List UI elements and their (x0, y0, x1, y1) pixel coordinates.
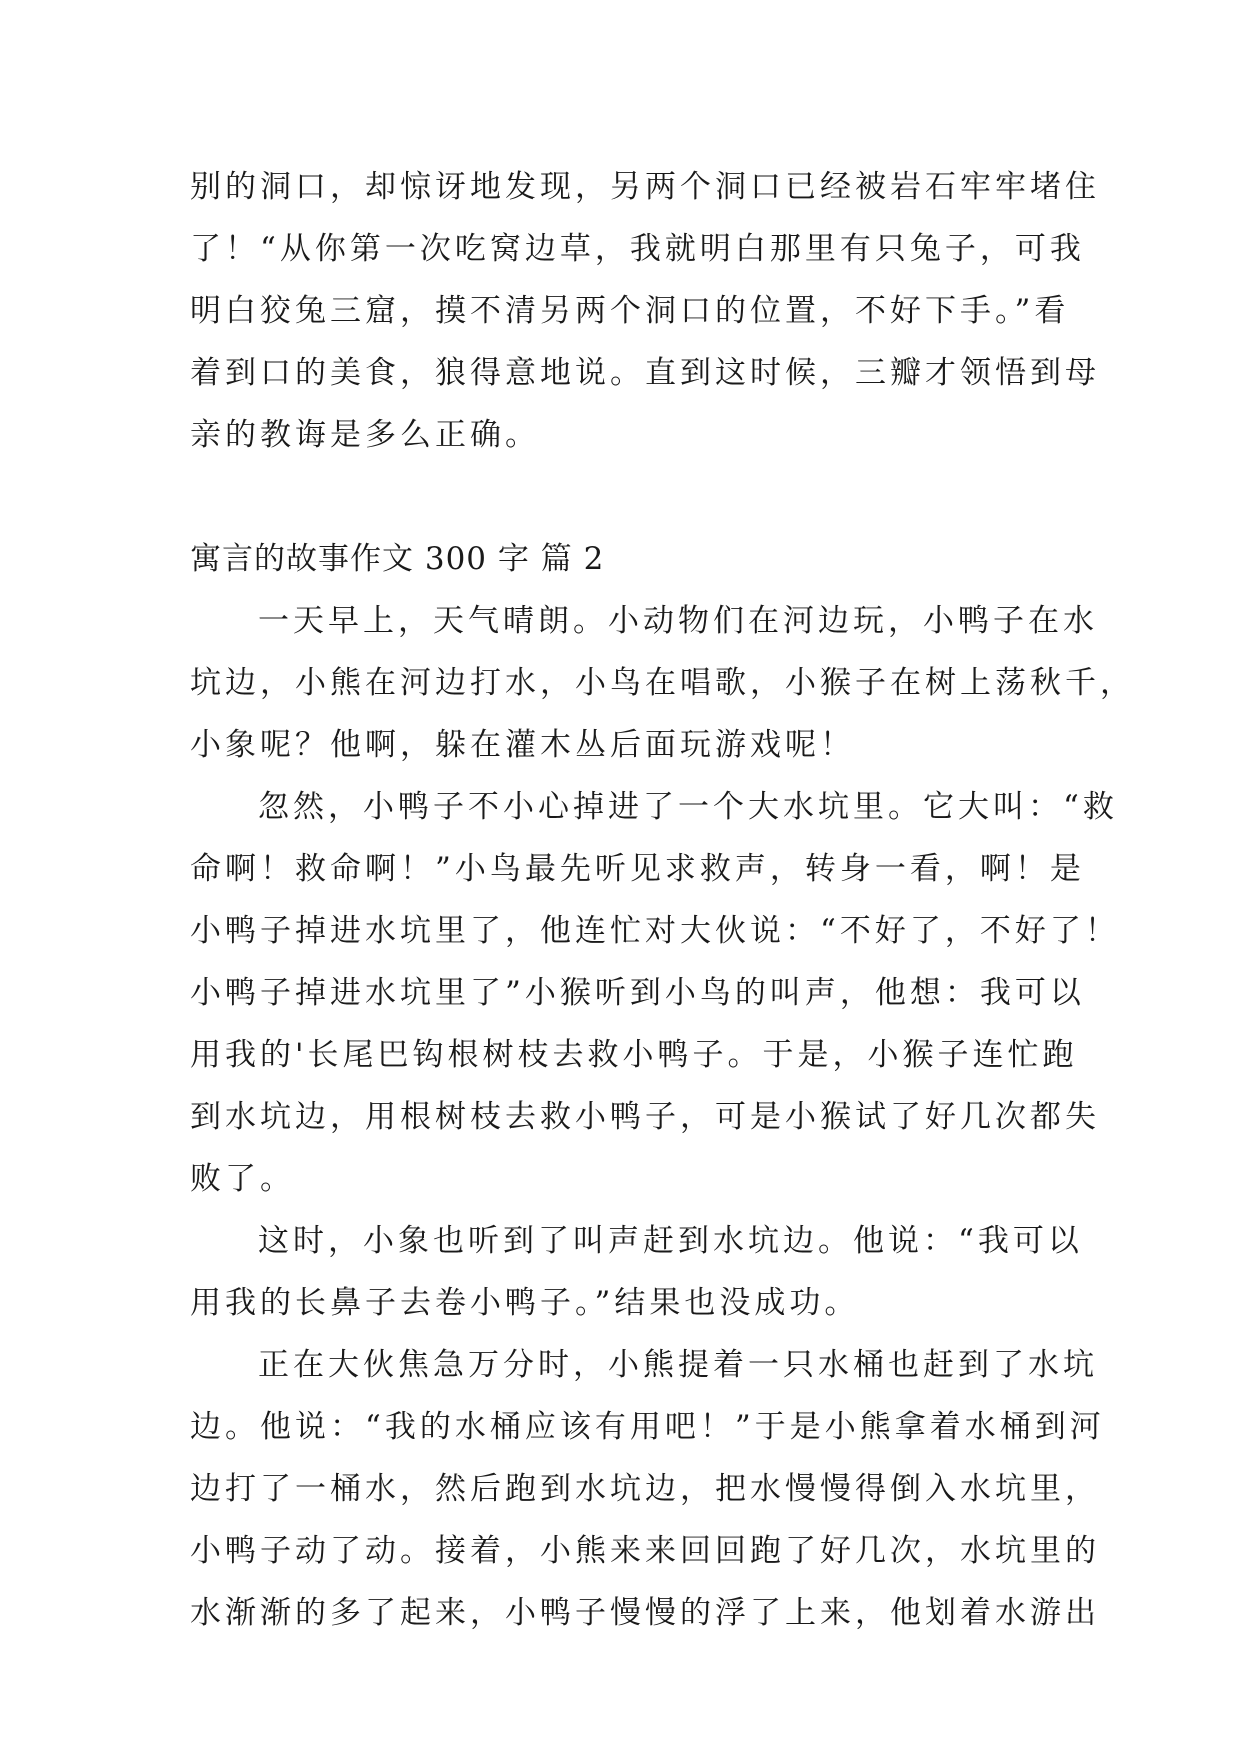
text-line: 正在大伙焦急万分时，小熊提着一只水桶也赶到了水坑 (258, 1347, 1098, 1383)
paragraph-previous-story-ending (190, 156, 1100, 466)
text-line: 水渐渐的多了起来，小鸭子慢慢的浮了上来，他划着水游出 (190, 1595, 1100, 1631)
text-line: 别的洞口，却惊讶地发现，另两个洞口已经被岩石牢牢堵住 (190, 169, 1100, 205)
text-line: 边。他说：“我的水桶应该有用吧！”于是小熊拿着水桶到河 (190, 1409, 1105, 1445)
paragraph-2 (190, 776, 1120, 1210)
text-line: 忽然，小鸭子不小心掉进了一个大水坑里。它大叫：“救 (258, 789, 1118, 825)
text-line: 小鸭子掉进水坑里了”小猴听到小鸟的叫声，他想：我可以 (190, 975, 1085, 1011)
text-line: 小鸭子动了动。接着，小熊来来回回跑了好几次，水坑里的 (190, 1533, 1100, 1569)
text-line: 了！“从你第一次吃窝边草，我就明白那里有只兔子，可我 (190, 231, 1085, 267)
text-line: 小象呢？他啊，躲在灌木丛后面玩游戏呢！ (190, 727, 855, 763)
text-line: 着到口的美食，狼得意地说。直到这时候，三瓣才领悟到母 (190, 355, 1100, 391)
paragraph-gap (190, 466, 1052, 528)
text-line: 这时，小象也听到了叫声赶到水坑边。他说：“我可以 (258, 1223, 1083, 1259)
text-line: 败了。 (190, 1161, 295, 1197)
text-line: 用我的'长尾巴钩根树枝去救小鸭子。于是，小猴子连忙跑 (190, 1037, 1078, 1073)
section-heading: 寓言的故事作文 300 字 篇 2 (190, 541, 605, 577)
text-line: 明白狡兔三窟，摸不清另两个洞口的位置，不好下手。”看 (190, 293, 1070, 329)
text-line: 到水坑边，用根树枝去救小鸭子，可是小猴试了好几次都失 (190, 1099, 1100, 1135)
paragraph-4 (190, 1334, 1105, 1644)
text-line: 命啊！救命啊！”小鸟最先听见求救声，转身一看，啊！是 (190, 851, 1085, 887)
text-line: 小鸭子掉进水坑里了，他连忙对大伙说：“不好了，不好了！ (190, 913, 1120, 949)
paragraph-1 (190, 590, 1135, 776)
document-page (190, 156, 1135, 1644)
text-line: 坑边，小熊在河边打水，小鸟在唱歌，小猴子在树上荡秋千， (190, 665, 1135, 701)
text-line: 边打了一桶水，然后跑到水坑边，把水慢慢得倒入水坑里， (190, 1471, 1100, 1507)
text-line: 一天早上，天气晴朗。小动物们在河边玩，小鸭子在水 (258, 603, 1098, 639)
text-line: 亲的教诲是多么正确。 (190, 417, 540, 453)
paragraph-3 (190, 1210, 1083, 1334)
text-line: 用我的长鼻子去卷小鸭子。”结果也没成功。 (190, 1285, 860, 1321)
